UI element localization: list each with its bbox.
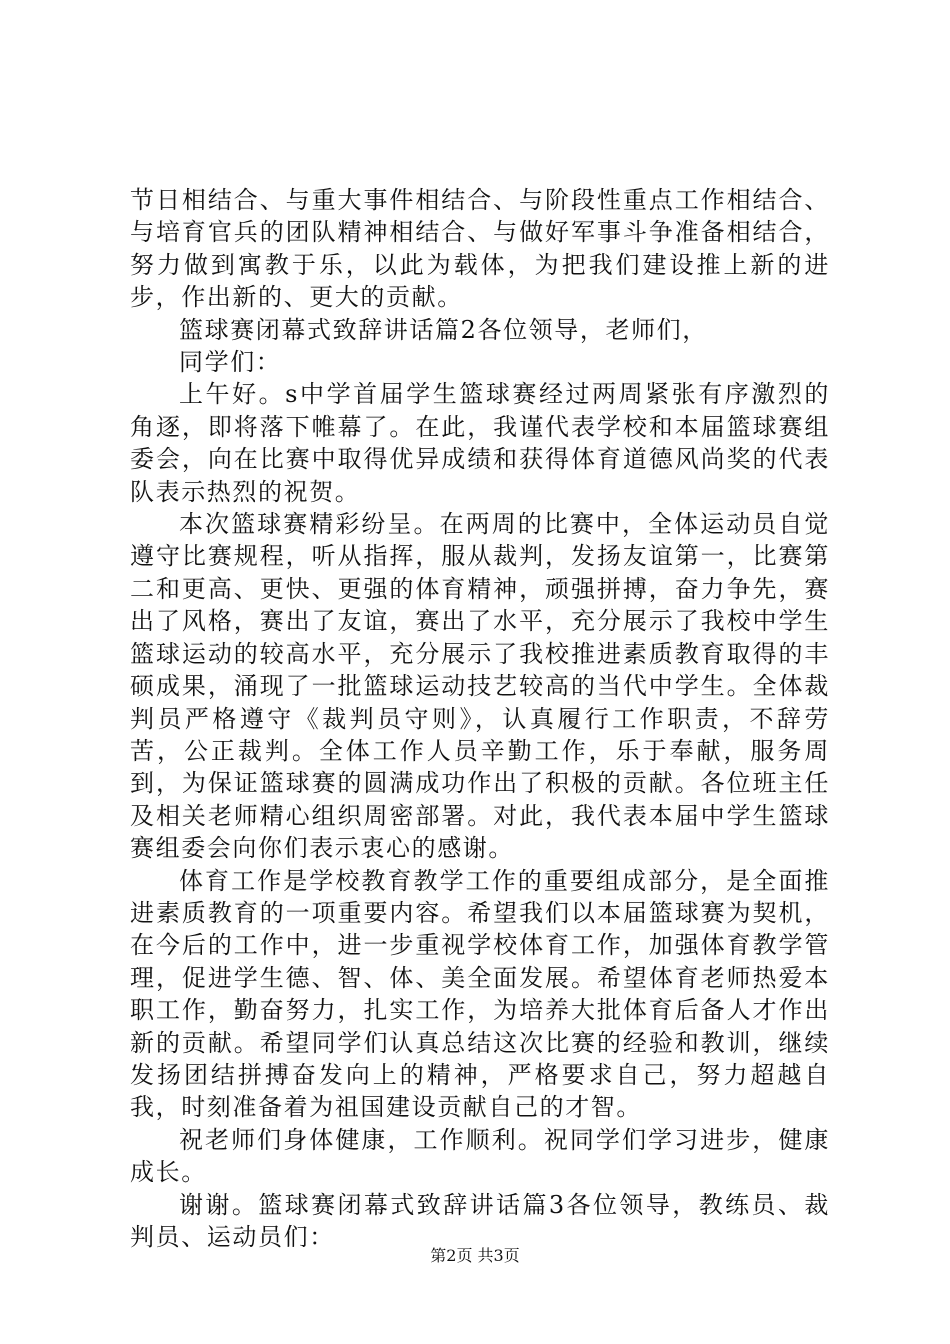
paragraph-2: 篮球赛闭幕式致辞讲话篇2各位领导，老师们， [179,315,708,344]
page-footer: 第2页 共3页 [430,1246,520,1265]
paragraph-7: 祝老师们身体健康，工作顺利。祝同学们学习进步，健康成长。 [130,1125,830,1187]
paragraph-3: 同学们： [179,348,282,377]
paragraph-5: 本次篮球赛精彩纷呈。在两周的比赛中，全体运动员自觉遵守比赛规程，听从指挥，服从裁判，发扬友谊第一，比赛第二和更高、更快、更强的体育精神，顽强拼搏，奋力争先，赛出了风格，赛出了友谊，赛出了水平，充分展示了我校中学生篮球运动的较高水平，充分展示了我校推进素质教育取得的丰硕成果，涌现了一批篮球运动技艺较高的当代中学生。全体裁判员严格遵守《裁判员守则》，认真履行工作职责，不辞劳苦，公正裁判。全体工作人员辛勤工作，乐于奉献，服务周到，为保证篮球赛的圆满成功作出了积极的贡献。各位班主任及相关老师精心组织周密部署。对此，我代表本届中学生篮球赛组委会向你们表示衷心的感谢。 [130,510,830,863]
document-body [130,184,830,1253]
paragraph-8: 谢谢。篮球赛闭幕式致辞讲话篇3各位领导，教练员、裁判员、运动员们： [130,1190,830,1251]
paragraph-4: 上午好。s中学首届学生篮球赛经过两周紧张有序激烈的角逐，即将落下帷幕了。在此，我谨代表学校和本届篮球赛组委会，向在比赛中取得优异成绩和获得体育道德风尚奖的代表队表示热烈的祝贺。 [130,380,830,506]
paragraph-1: 节日相结合、与重大事件相结合、与阶段性重点工作相结合、与培育官兵的团队精神相结合、与做好军事斗争准备相结合，努力做到寓教于乐，以此为载体，为把我们建设推上新的进步，作出新的、更大的贡献。 [130,186,830,312]
paragraph-6: 体育工作是学校教育教学工作的重要组成部分，是全面推进素质教育的一项重要内容。希望我们以本届篮球赛为契机，在今后的工作中，进一步重视学校体育工作，加强体育教学管理，促进学生德、智、体、美全面发展。希望体育老师热爱本职工作，勤奋努力，扎实工作，为培养大批体育后备人才作出新的贡献。希望同学们认真总结这次比赛的经验和教训，继续发扬团结拼搏奋发向上的精神，严格要求自己，努力超越自我，时刻准备着为祖国建设贡献自己的才智。 [130,866,830,1122]
